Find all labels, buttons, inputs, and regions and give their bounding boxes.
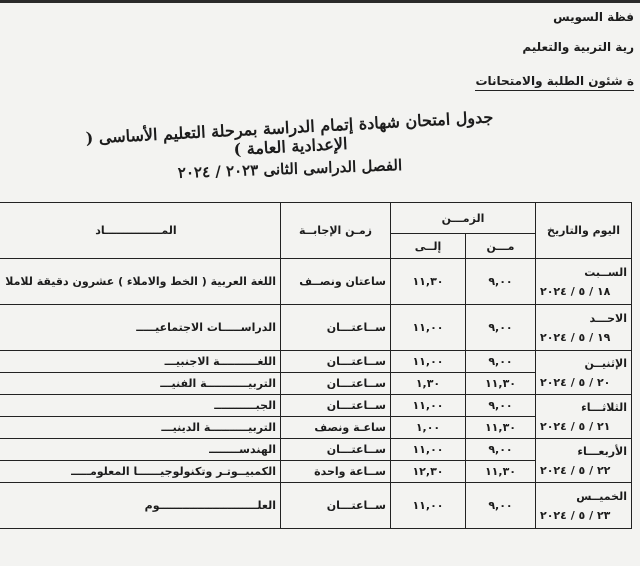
subject-cell: الهندســــــــ bbox=[0, 439, 280, 461]
table-row bbox=[0, 351, 632, 373]
day-name: الســبت bbox=[584, 265, 627, 279]
header-directorate: رية التربية والتعليم bbox=[522, 40, 634, 54]
day-name: الإثنيــن bbox=[584, 356, 627, 370]
day-date-cell bbox=[536, 351, 632, 395]
header-from: مـــن bbox=[466, 234, 536, 259]
duration-cell: ساعتان ونصــف bbox=[280, 259, 390, 305]
header-governorate: فظة السويس bbox=[553, 10, 634, 24]
start-time-cell: ٩,٠٠ bbox=[466, 483, 536, 529]
table-row bbox=[0, 439, 632, 461]
day-name: الاحـــد bbox=[589, 311, 627, 325]
header-department: ة شئون الطلبة والامتحانات bbox=[475, 74, 634, 91]
exam-date: ١٨ / ٥ / ٢٠٢٤ bbox=[540, 284, 611, 298]
end-time-cell: ١١,٠٠ bbox=[390, 351, 465, 373]
end-time-cell: ١١,٣٠ bbox=[390, 259, 465, 305]
subject-cell: العلــــــــــــــــــــــــــوم bbox=[0, 483, 280, 529]
end-time-cell: ١١,٠٠ bbox=[390, 439, 465, 461]
top-border bbox=[0, 0, 640, 3]
duration-cell: ســاعتـــان bbox=[280, 305, 390, 351]
subject-cell: التربيـــــــــــة الفنيـــ bbox=[0, 373, 280, 395]
end-time-cell: ١١,٠٠ bbox=[390, 395, 465, 417]
subject-cell: الدراســـــات الاجتماعيـــــ bbox=[0, 305, 280, 351]
day-name: الأربعـــاء bbox=[577, 444, 627, 458]
exam-date: ٢٣ / ٥ / ٢٠٢٤ bbox=[540, 508, 611, 522]
duration-cell: ســاعتـــان bbox=[280, 373, 390, 395]
subject-cell: التربيــــــــــة الدينيـــ bbox=[0, 417, 280, 439]
table-row bbox=[0, 483, 632, 529]
document-subtitle: الفصل الدراسى الثانى ٢٠٢٣ / ٢٠٢٤ bbox=[177, 156, 403, 182]
day-date-cell bbox=[536, 395, 632, 439]
table-row bbox=[0, 395, 632, 417]
exam-date: ٢١ / ٥ / ٢٠٢٤ bbox=[540, 419, 611, 433]
exam-schedule-table bbox=[0, 202, 632, 529]
day-date-cell bbox=[536, 483, 632, 529]
exam-date: ٢٢ / ٥ / ٢٠٢٤ bbox=[540, 463, 611, 477]
duration-cell: ســاعتـــان bbox=[280, 483, 390, 529]
start-time-cell: ٩,٠٠ bbox=[466, 395, 536, 417]
start-time-cell: ٩,٠٠ bbox=[466, 439, 536, 461]
day-name: الثلاثـــاء bbox=[581, 400, 627, 414]
duration-cell: ســاعة واحدة bbox=[280, 461, 390, 483]
start-time-cell: ١١,٣٠ bbox=[466, 461, 536, 483]
duration-cell: ســاعتـــان bbox=[280, 395, 390, 417]
header-time: الزمـــن bbox=[390, 203, 535, 234]
duration-cell: ساعـة ونصف bbox=[280, 417, 390, 439]
start-time-cell: ١١,٣٠ bbox=[466, 417, 536, 439]
header-duration: زمـن الإجابــة bbox=[280, 203, 390, 259]
subject-cell: اللغة العربية ( الخط والاملاء ) عشرون دقيقة للاملا bbox=[0, 259, 280, 305]
exam-date: ٢٠ / ٥ / ٢٠٢٤ bbox=[540, 375, 611, 389]
subject-cell: الكمبيــوتـر وتكنولوجيــــــا المعلومـــــ bbox=[0, 461, 280, 483]
schedule-body bbox=[0, 259, 632, 529]
table-row bbox=[0, 259, 632, 305]
end-time-cell: ١,٣٠ bbox=[390, 373, 465, 395]
start-time-cell: ٩,٠٠ bbox=[466, 351, 536, 373]
header-subject: المـــــــــــــــاد bbox=[0, 203, 280, 259]
start-time-cell: ٩,٠٠ bbox=[466, 259, 536, 305]
end-time-cell: ١٢,٣٠ bbox=[390, 461, 465, 483]
exam-date: ١٩ / ٥ / ٢٠٢٤ bbox=[540, 330, 611, 344]
end-time-cell: ١١,٠٠ bbox=[390, 483, 465, 529]
header-to: إلــى bbox=[390, 234, 465, 259]
day-name: الخميــس bbox=[576, 489, 627, 503]
start-time-cell: ٩,٠٠ bbox=[466, 305, 536, 351]
day-date-cell bbox=[536, 305, 632, 351]
end-time-cell: ١,٠٠ bbox=[390, 417, 465, 439]
table-row bbox=[0, 305, 632, 351]
start-time-cell: ١١,٣٠ bbox=[466, 373, 536, 395]
duration-cell: ســاعتـــان bbox=[280, 351, 390, 373]
day-date-cell bbox=[536, 259, 632, 305]
subject-cell: اللغــــــــــة الاجنبيـــ bbox=[0, 351, 280, 373]
header-day-date: اليوم والتاريخ bbox=[536, 203, 632, 259]
document-title: جدول امتحان شهادة إتمام الدراسة بمرحلة التعليم الأساسى ( الإعدادية العامة ) bbox=[85, 107, 494, 159]
duration-cell: ســاعتـــان bbox=[280, 439, 390, 461]
end-time-cell: ١١,٠٠ bbox=[390, 305, 465, 351]
day-date-cell bbox=[536, 439, 632, 483]
subject-cell: الجبـــــــــــ bbox=[0, 395, 280, 417]
